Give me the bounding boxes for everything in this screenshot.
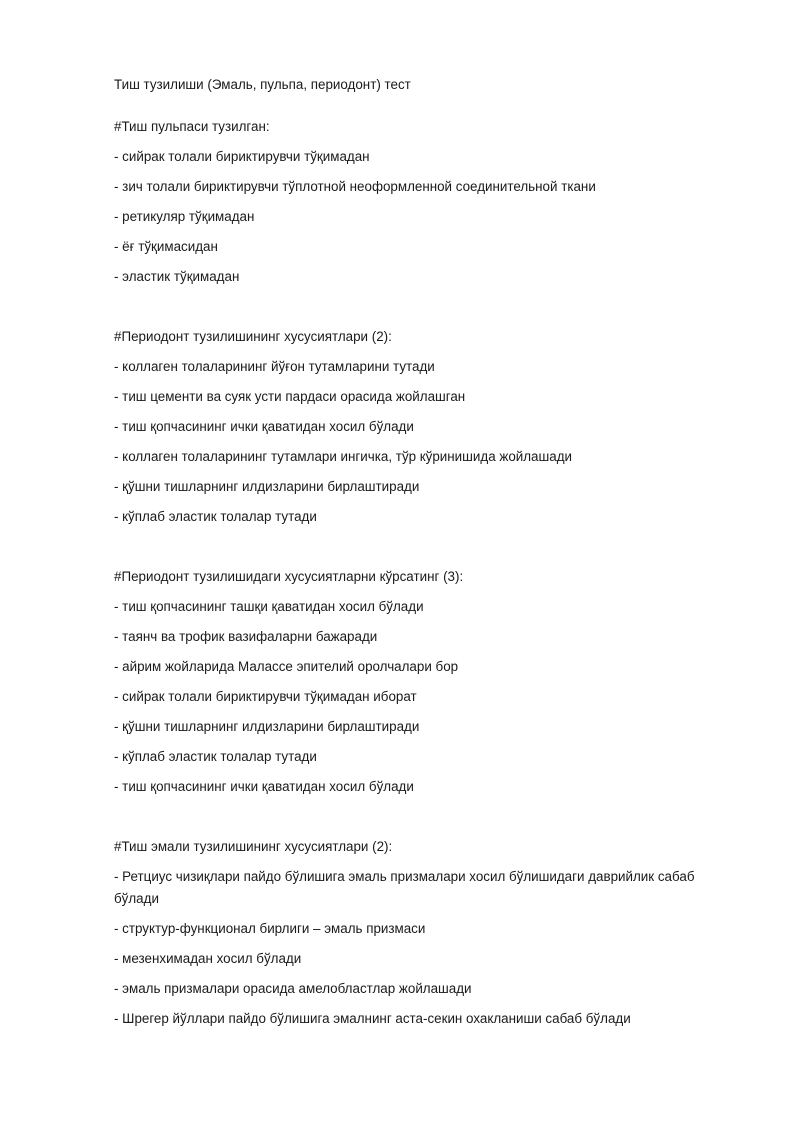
answer-option: - айрим жойларида Малассе эпителий оролчалари бор — [114, 659, 459, 674]
answer-option: - тиш цементи ва суяк усти пардаси орасида жойлашган — [114, 389, 466, 404]
answer-option: - кўплаб эластик толалар тутади — [114, 749, 317, 764]
question-text: #Тиш эмали тузилишининг хусусиятлари (2): — [114, 839, 393, 854]
question-text: #Периодонт тузилишидаги хусусиятларни кўрсатинг (3): — [114, 569, 464, 584]
document-title: Тиш тузилиши (Эмаль, пульпа, периодонт) тест — [114, 77, 411, 92]
answer-option: - сийрак толали бириктирувчи тўқимадан — [114, 149, 370, 164]
answer-option: - ретикуляр тўқимадан — [114, 209, 255, 224]
question-text: #Тиш пульпаси тузилган: — [114, 119, 270, 134]
question-2 — [114, 326, 734, 528]
question-text: #Периодонт тузилишининг хусусиятлари (2): — [114, 329, 392, 344]
answer-option: - Ретциус чизиқлари пайдо бўлишига эмаль призмалари хосил бўлишидаги даврийлик сабаб бўлади — [114, 869, 695, 906]
answer-option: - эмаль призмалари орасида амелобластлар жойлашади — [114, 981, 472, 996]
question-3 — [114, 566, 734, 798]
answer-option: - структур-функционал бирлиги – эмаль призмаси — [114, 921, 426, 936]
answer-option: - коллаген толаларининг йўғон тутамларини тутади — [114, 359, 435, 374]
answer-option: - қўшни тишларнинг илдизларини бирлаштиради — [114, 719, 420, 734]
answer-option: - кўплаб эластик толалар тутади — [114, 509, 317, 524]
answer-option: - тиш қопчасининг ташқи қаватидан хосил бўлади — [114, 599, 424, 614]
answer-option: - Шрегер йўллари пайдо бўлишига эмалнинг аста-секин охакланиши сабаб бўлади — [114, 1011, 631, 1026]
answer-option: - тиш қопчасининг ички қаватидан хосил бўлади — [114, 779, 414, 794]
answer-option: - эластик тўқимадан — [114, 269, 240, 284]
answer-option: - мезенхимадан хосил бўлади — [114, 951, 302, 966]
document-page — [114, 74, 734, 1030]
answer-option: - зич толали бириктирувчи тўплотной неоформленной соединительной ткани — [114, 179, 596, 194]
answer-option: - таянч ва трофик вазифаларни бажаради — [114, 629, 378, 644]
question-1 — [114, 116, 734, 288]
answer-option: - тиш қопчасининг ички қаватидан хосил бўлади — [114, 419, 414, 434]
answer-option: - сийрак толали бириктирувчи тўқимадан иборат — [114, 689, 417, 704]
answer-option: - қўшни тишларнинг илдизларини бирлаштиради — [114, 479, 420, 494]
question-4 — [114, 836, 734, 1030]
answer-option: - ёғ тўқимасидан — [114, 239, 218, 254]
answer-option: - коллаген толаларининг тутамлари ингичка, тўр кўринишида жойлашади — [114, 449, 572, 464]
